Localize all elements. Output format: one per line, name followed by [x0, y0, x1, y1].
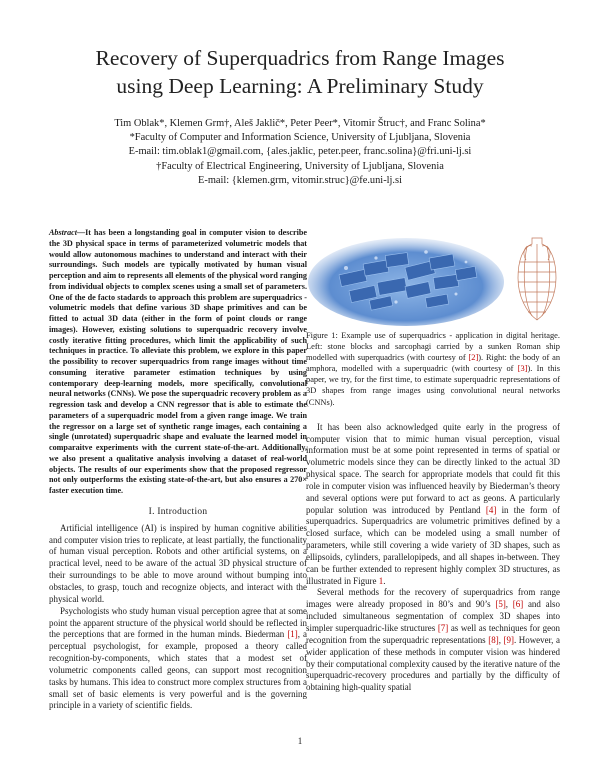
right-body: [306, 422, 560, 694]
citation-link[interactable]: [4]: [485, 504, 497, 515]
author-block: [40, 117, 560, 188]
right-p1-text-c: .: [383, 575, 386, 586]
caption-text-b: ). Right: the body of an amphora, modelled with a superquadric (with courtesy of: [306, 353, 561, 374]
citation-link[interactable]: [7]: [437, 623, 449, 633]
email-1: E-mail: tim.oblak1@gmail.com, {ales.jaklic, peter.peer, franc.solina}@fri.uni-lj.si: [128, 146, 472, 158]
right-paragraph-1: [306, 422, 560, 588]
affiliation-2: †Faculty of Electrical Engineering, University of Ljubljana, Slovenia: [156, 160, 444, 172]
right-paragraph-2: [306, 587, 560, 694]
caption-text-a: Figure 1: Example use of superquadrics - application in digital heritage. Left: stone blocks and sarcophagi carried by a sunken Roman ship modelled with superquadrics (with courtesy of: [306, 331, 560, 363]
right-p2-sep-1: ,: [505, 599, 513, 610]
figure-link[interactable]: 1: [378, 575, 384, 586]
abstract-label: Abstract: [49, 228, 77, 237]
right-p1-text-b: in the form of superquadrics. Superquadrics are volumetric primitives defined by a closed surface, which can be modeled using a small number of parameters, while still covering a wide variety of 3D shapes, such as ellipsoids, cylinders, parallelopipeds, and all shapes in-between. They can be further extended to represent highly complex 3D structures, as illustrated in Figure: [306, 504, 560, 586]
left-column: [49, 228, 307, 712]
citation-link[interactable]: [1]: [287, 629, 298, 640]
citation-link[interactable]: [5]: [495, 599, 506, 610]
right-p2-sep-2: ,: [498, 634, 504, 645]
right-p2-text-d: . However, a wider application of these methods in computer vision was hindered by their computational complexity caused by the iterative nature of the superquadric-recovery procedures and partially by the difficulty of obtaining high-quality spatial: [306, 634, 560, 693]
citation-link[interactable]: [2]: [468, 353, 479, 363]
right-p2-text-b: and also included simultaneous segmentation of complex 3D shapes into simpler superquadric-like structures: [306, 599, 560, 633]
paper-title: [40, 44, 560, 100]
citation-link[interactable]: [9]: [503, 634, 514, 645]
right-p1-text-a: It has been also acknowledged quite early in the progress of computer vision that to mimic human visual perception, visual information must be at some point represented in terms of spatial or volumetric models since they can be directly linked to the actual 3D physical space. The search for appropriate models that could fit this role in computer vision was influenced heavily by Biederman’s theory and several options were put forward to act as geons. A particularly popular solution was introduced by Pentland: [306, 421, 560, 515]
right-column: [306, 232, 560, 694]
email-2: E-mail: {klemen.grm, vitomir.struc}@fe.uni-lj.si: [198, 174, 402, 186]
intro-p2-text-b: , a perceptual psychologist, for example, proposed a theory called recognition-by-components, which states that a modest set of volumetric components called geons, can support most recognition tasks by humans. This idea to construct more complex structures from a small set of basic elements is very powerful and is the governing principle in a variety of scientific fields.: [49, 629, 307, 711]
caption-text-c: ). In this paper, we try, for the first time, to estimate superquadric representations of 3D shapes from range images using convolutional neural networks (CNNs).: [306, 364, 560, 407]
author-names: Tim Oblak*, Klemen Grm†, Aleš Jaklič*, Peter Peer*, Vitomir Štruc†, and Franc Solina*: [114, 118, 486, 129]
figure-1-caption: [306, 330, 560, 408]
title-line-1: Recovery of Superquadrics from Range Images: [95, 46, 505, 70]
right-p2-text-a: Several methods for the recovery of superquadrics from range images were already proposed in 80’s and 90’s: [306, 587, 560, 610]
abstract-text: —It has been a longstanding goal in computer vision to describe the 3D physical space in terms of parameterized volumetric models that would allow autonomous machines to understand and interact with their surroundings. Such models are typically motivated by human visual perception and aim to represents all elements of the physical word ranging from individual objects to complex scenes using a small set of parameters. One of the de facto stadards to approach this problem are superquadrics - volumetric models that define various 3D shape primitives and can be fitted to actual 3D data (either in the form of point clouds or range images). However, existing solutions to superquadric recovery involve costly iterative fitting procedures, which limit the applicability of such techniques in practice. To alleviate this problem, we explore in this paper the possibility to recover superquadrics from range images without time consuming iterative parameter estimation techniques by using contemporary deep-learning models, more specifically, convolutional neural networks (CNNs). We pose the superquadric recovery problem as a regression task and develop a CNN regressor that is able to estimate the parameters of a superquadric model from a given range image. We train the regressor on a large set of synthetic range images, each containing a single (unrotated) superquadric shape and evaluate the learned model in comparaitve experiments with the current state-of-the-art. Additionally, we also present a qualitative analysis involving a dataset of real-world objects. The results of our experiments show that the proposed regressor not only outperforms the existing state-of-the-art, but also ensures a 270× faster execution time.: [49, 228, 307, 495]
amphora-superquadric-image: [512, 232, 562, 326]
introduction-body: [49, 523, 307, 713]
section-heading-introduction: I. Introduction: [148, 506, 208, 517]
citation-link[interactable]: [3]: [517, 364, 528, 374]
affiliation-1: *Faculty of Computer and Information Science, University of Ljubljana, Slovenia: [129, 132, 471, 144]
citation-link[interactable]: [8]: [488, 634, 499, 645]
citation-link[interactable]: [6]: [512, 599, 524, 610]
title-line-2: using Deep Learning: A Preliminary Study: [116, 74, 484, 98]
intro-paragraph-2: [49, 606, 307, 713]
figure-1: [306, 232, 560, 326]
abstract: [49, 228, 307, 497]
page-number: 1: [297, 736, 303, 746]
roman-ship-superquadrics-image: [306, 232, 506, 326]
right-p2-text-c: as well as techniques for geon recognition from the superquadric representations: [306, 623, 561, 645]
intro-p2-text-a: Psychologists who study human visual perception agree that at some point the apparent structure of the physical world should be reflected in the perceptions that are formed in the human minds. Biederman: [49, 605, 307, 640]
intro-paragraph-1: Artificial intelligence (AI) is inspired by human cognitive abilities and computer vision tries to replicate, at least partially, the functionality of human visual perception. Robots and other artificial systems, on a practical level, need to be aware of the actual 3D physical structure of their surroundings to be able to move around without bumping into obstacles, to grasp, touch and recognize objects, and interact with the physical world.: [49, 522, 307, 604]
